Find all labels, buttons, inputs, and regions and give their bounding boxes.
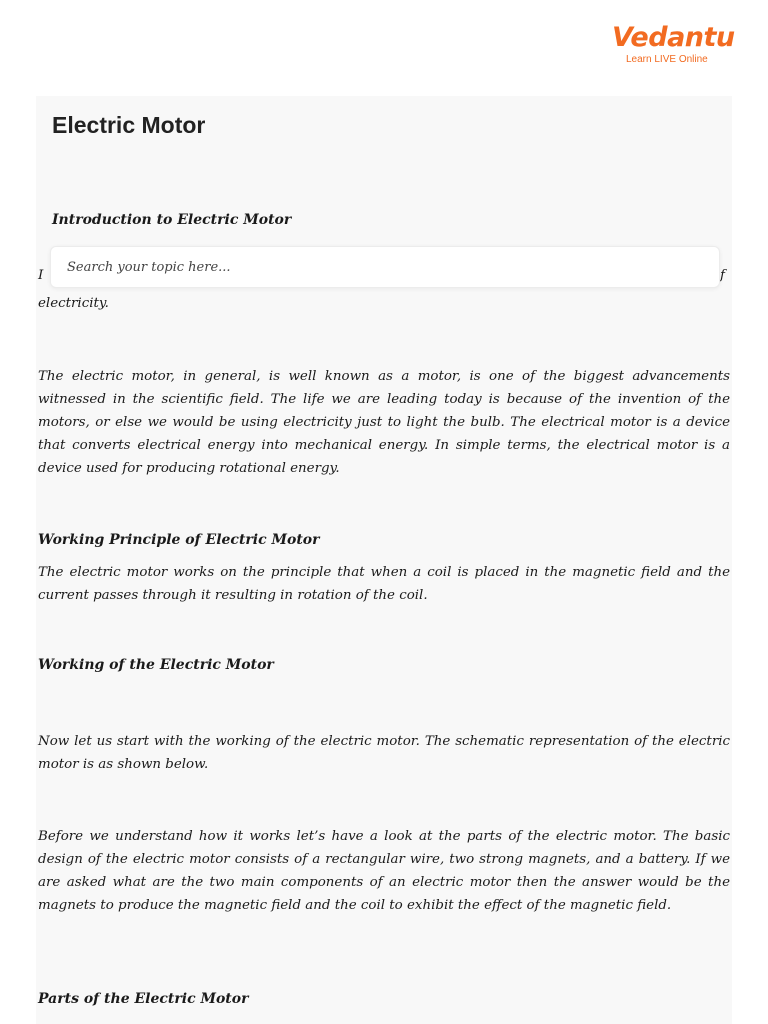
intro-continuation: electricity. — [38, 296, 109, 311]
search-input[interactable] — [67, 260, 703, 275]
paragraph-parts-description: Before we understand how it works let’s have a look at the parts of the electric motor. The basic design of the electric motor consists of a rectangular wire, two strong magnets, and a battery. If we are asked what are the two main components of an electric motor then the answer would be the magnets to produce the magnetic field and the coil to exhibit the effect of the magnetic field. — [38, 829, 730, 913]
search-bar[interactable] — [50, 246, 720, 288]
paragraph-working-principle: The electric motor works on the principle that when a coil is placed in the magnetic field and the current passes through it resulting in rotation of the coil. — [38, 565, 730, 603]
page-title: Electric Motor — [52, 112, 206, 138]
brand-name: Vedantu — [612, 22, 735, 53]
vedantu-logo[interactable] — [612, 22, 735, 72]
working-heading: Working of the Electric Motor — [38, 657, 274, 673]
brand-tagline: Learn LIVE Online — [626, 54, 708, 65]
intro-line-start: I — [38, 268, 44, 283]
intro-line-end: f — [720, 268, 725, 283]
paragraph-electric-motor-intro: The electric motor, in general, is well known as a motor, is one of the biggest advancements witnessed in the scientific field. The life we are leading today is because of the invention of the motors, or else we would be using electricity just to light the bulb. The electrical motor is a device that converts electrical energy into mechanical energy. In simple terms, the electrical motor is a device used for producing rotational energy. — [38, 369, 730, 476]
parts-heading: Parts of the Electric Motor — [38, 991, 249, 1007]
working-principle-heading: Working Principle of Electric Motor — [38, 532, 320, 548]
intro-heading: Introduction to Electric Motor — [52, 212, 292, 228]
paragraph-working: Now let us start with the working of the electric motor. The schematic representation of the electric motor is as shown below. — [38, 734, 730, 772]
